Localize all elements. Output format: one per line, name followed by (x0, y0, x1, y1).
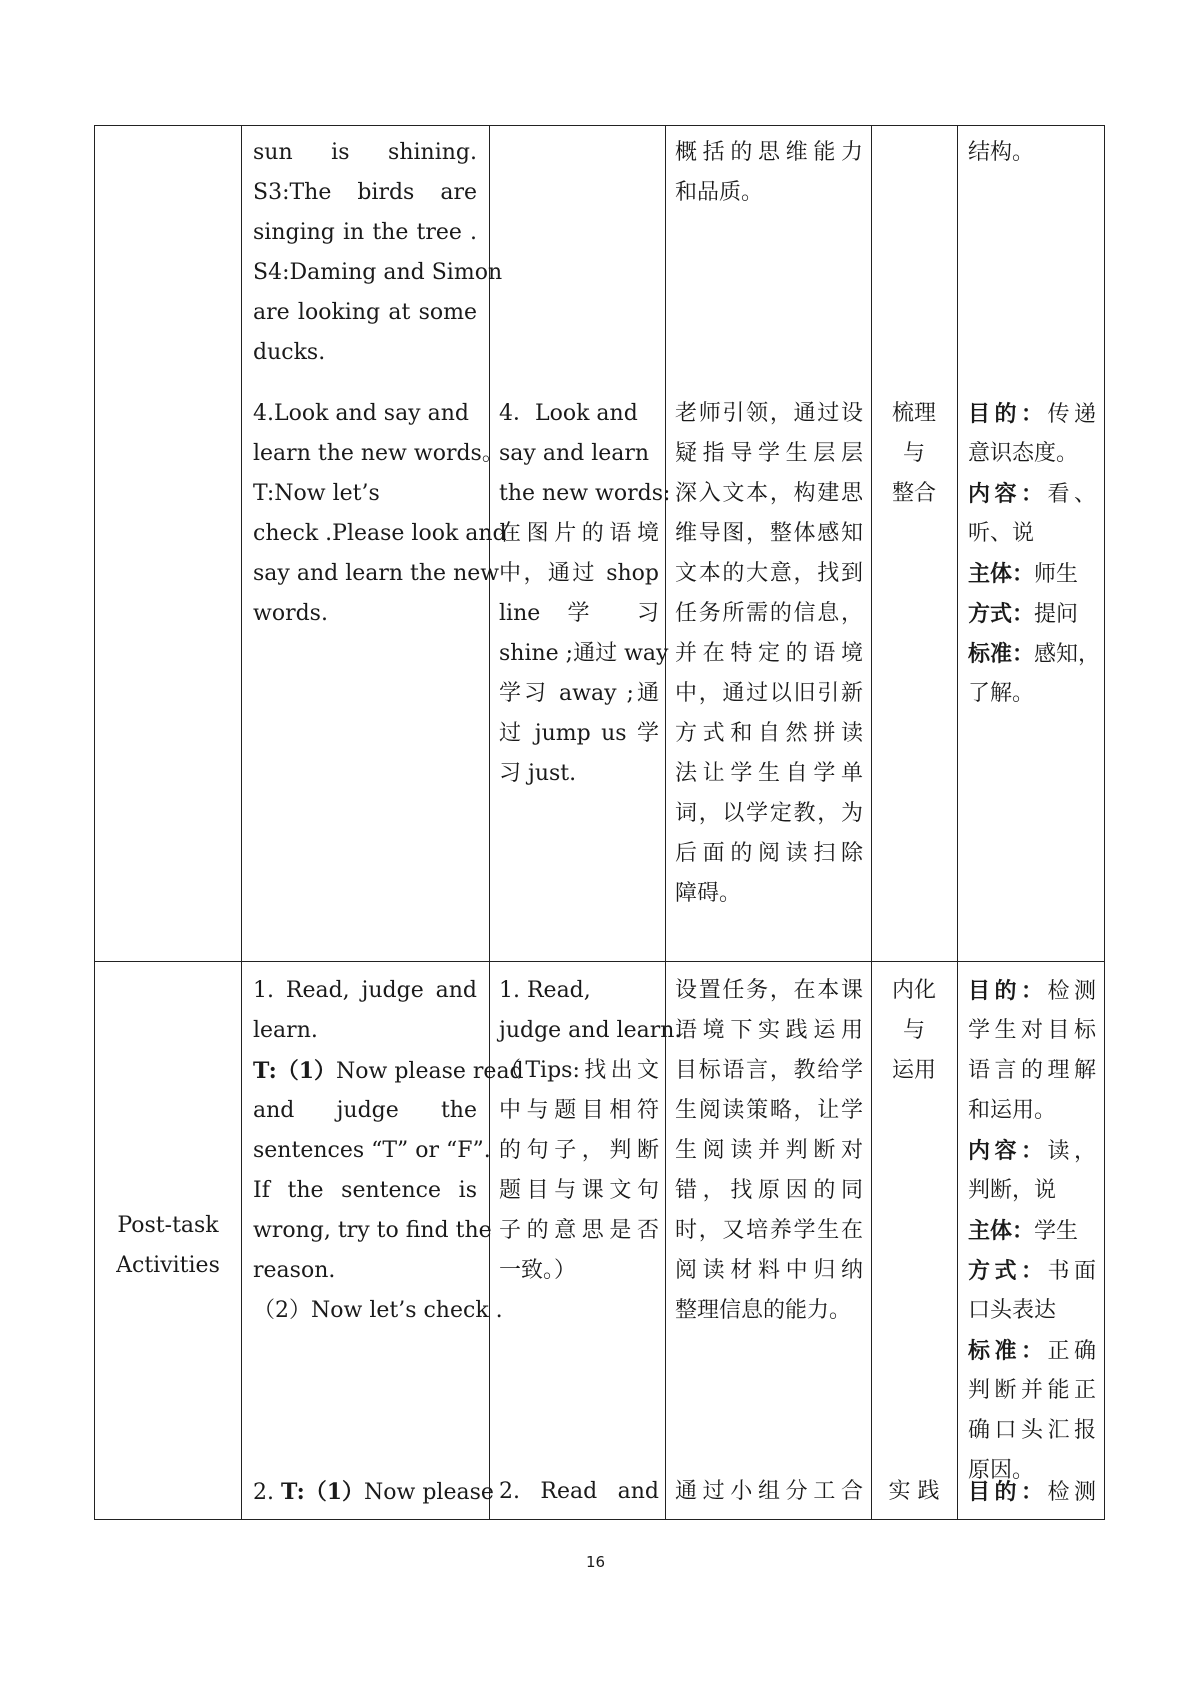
text-line: If the sentence is (253, 1178, 477, 1203)
text-line: 障碍。 (675, 881, 742, 906)
evaluation-cell-row1 (968, 133, 1096, 173)
skill-cell-2 (872, 394, 956, 514)
text-line: 与 (902, 441, 925, 466)
text-line: 整理信息的能力。 (675, 1298, 852, 1323)
text-line: S4:Daming and Simon (253, 260, 503, 285)
text-line: （2）Now let’s check . (253, 1298, 503, 1323)
column-divider (957, 126, 958, 1519)
text-line: sun is shining. (253, 140, 477, 165)
text-line: 词，以学定教，为 (675, 801, 863, 826)
text-line: learn the new words。 (253, 441, 504, 466)
text-line: Activities (116, 1253, 220, 1278)
text-line: 法让学生自学单 (675, 761, 863, 786)
text-line: 确口头汇报 (968, 1418, 1096, 1443)
text-line: judge and learn. (499, 1018, 682, 1043)
text-line: 任务所需的信息， (675, 601, 863, 626)
text-line: 4.Look and say and (253, 401, 469, 426)
text-line: 的句子，判断 (499, 1138, 659, 1163)
evaluation-cell-4 (968, 1472, 1096, 1512)
text-line: 标准：正确 (968, 1338, 1096, 1364)
text-line: singing in the tree . (253, 220, 477, 245)
text-line: （Tips:找出文 (499, 1058, 659, 1083)
text-line: 主体：师生 (968, 561, 1079, 587)
text-line: 概括的思维能力 (675, 140, 863, 165)
text-line: line 学 习 (499, 601, 659, 626)
student-activity-cell-4 (499, 1472, 659, 1512)
text-line: 口头表达 (968, 1298, 1057, 1323)
text-line: 内容：看、 (968, 481, 1096, 507)
purpose-cell-4 (675, 1472, 863, 1512)
text-line: 目的：传递 (968, 401, 1096, 427)
text-line: 中，通过以旧引新 (675, 681, 863, 706)
teacher-activity-cell-2 (253, 394, 507, 634)
text-line: 维导图，整体感知 (675, 521, 863, 546)
text-line: 过 jump us 学 (499, 721, 659, 746)
text-line: 中与题目相符 (499, 1098, 659, 1123)
text-line: 中，通过 shop (499, 561, 659, 586)
text-line: 主体：学生 (968, 1218, 1079, 1244)
activity-cell-row1 (253, 133, 503, 373)
student-activity-cell-3 (499, 971, 682, 1291)
text-line: check .Please look and (253, 521, 507, 546)
text-line: 判断并能正 (968, 1378, 1096, 1403)
lesson-table (94, 125, 1105, 1520)
text-line: say and learn (499, 441, 650, 466)
text-line: 1. Read, judge and (253, 978, 477, 1003)
column-divider (871, 126, 872, 1519)
text-line: 运用 (891, 1058, 936, 1083)
text-line: 意识态度。 (968, 441, 1079, 466)
text-line: 方式：书面 (968, 1258, 1096, 1284)
text-line: T:Now let’s (253, 481, 380, 506)
text-line: 听、说 (968, 521, 1035, 546)
text-line: sentences “T” or “F”. (253, 1138, 491, 1163)
page-number: 16 (585, 1553, 606, 1571)
text-line: 结构。 (968, 140, 1035, 165)
text-line: the new words: (499, 481, 671, 506)
text-line: 时，又培养学生在 (675, 1218, 863, 1243)
text-line: 与 (902, 1018, 925, 1043)
text-line: 方式：提问 (968, 601, 1079, 627)
text-line: 在图片的语境 (499, 521, 659, 546)
text-line: 标准：感知， (968, 641, 1101, 667)
text-line: Post-task (117, 1213, 219, 1238)
text-line: 4．Look and (499, 401, 638, 426)
text-line: 错，找原因的同 (675, 1178, 863, 1203)
text-line: reason. (253, 1258, 336, 1283)
purpose-cell-2 (675, 394, 863, 914)
text-line: S3:The birds are (253, 180, 477, 205)
text-line: 语言的理解 (968, 1058, 1096, 1083)
skill-cell-4 (872, 1472, 956, 1512)
text-line: 整合 (891, 481, 936, 506)
text-line: 内化 (891, 978, 936, 1003)
text-line: 原因。 (968, 1458, 1035, 1483)
text-line: 并在特定的语境 (675, 641, 863, 666)
text-line: 目的：检测 (968, 1479, 1096, 1505)
text-line: are looking at some (253, 300, 477, 325)
text-line: 2. T:（1）Now please (253, 1479, 494, 1505)
text-line: 语境下实践运用 (675, 1018, 863, 1043)
column-divider (665, 126, 666, 1519)
teacher-activity-cell-3 (253, 971, 524, 1331)
text-line: 生阅读并判断对 (675, 1138, 863, 1163)
text-line: 老师引领，通过设 (675, 401, 863, 426)
text-line: 疑指导学生层层 (675, 441, 863, 466)
evaluation-cell-3 (968, 971, 1096, 1491)
text-line: 题目与课文句 (499, 1178, 659, 1203)
text-line: 生阅读策略，让学 (675, 1098, 863, 1123)
text-line: ducks. (253, 340, 326, 365)
text-line: 了解。 (968, 681, 1035, 706)
text-line: 和运用。 (968, 1098, 1057, 1123)
text-line: 习 just. (499, 761, 577, 786)
text-line: 目标语言，教给学 (675, 1058, 863, 1083)
text-line: 梳理 (891, 401, 936, 426)
text-line: 实 践 (888, 1479, 940, 1504)
text-line: 1. Read, (499, 978, 591, 1003)
student-activity-cell-2 (499, 394, 671, 794)
text-line: say and learn the new (253, 561, 500, 586)
row-divider (95, 961, 1104, 962)
column-divider (241, 126, 242, 1519)
text-line: 判断，说 (968, 1178, 1057, 1203)
teacher-activity-cell-4 (253, 1472, 494, 1512)
evaluation-cell-2 (968, 394, 1101, 714)
text-line: 一致。） (499, 1258, 577, 1283)
purpose-cell-3 (675, 971, 863, 1331)
text-line: 深入文本，构建思 (675, 481, 863, 506)
text-line: 通过小组分工合 (675, 1479, 863, 1504)
text-line: T:（1）Now please read (253, 1058, 524, 1084)
text-line: 学生对目标 (968, 1018, 1096, 1043)
text-line: 2. Read and (499, 1479, 659, 1504)
text-line: words. (253, 601, 328, 626)
purpose-cell-row1 (675, 133, 863, 213)
text-line: 目的：检测 (968, 978, 1096, 1004)
text-line: 方式和自然拼读 (675, 721, 863, 746)
text-line: 学习 away ;通 (499, 681, 659, 706)
text-line: wrong, try to find the (253, 1218, 492, 1243)
text-line: 和品质。 (675, 180, 764, 205)
text-line: 文本的大意，找到 (675, 561, 863, 586)
text-line: shine ;通过 way (499, 641, 669, 666)
text-line: and judge the (253, 1098, 477, 1123)
skill-cell-3 (872, 971, 956, 1091)
text-line: 子的意思是否 (499, 1218, 659, 1243)
text-line: learn. (253, 1018, 318, 1043)
text-line: 设置任务，在本课 (675, 978, 863, 1003)
text-line: 内容：读， (968, 1138, 1096, 1164)
stage-cell-post-task (95, 1206, 241, 1286)
text-line: 阅读材料中归纳 (675, 1258, 863, 1283)
text-line: 后面的阅读扫除 (675, 841, 863, 866)
